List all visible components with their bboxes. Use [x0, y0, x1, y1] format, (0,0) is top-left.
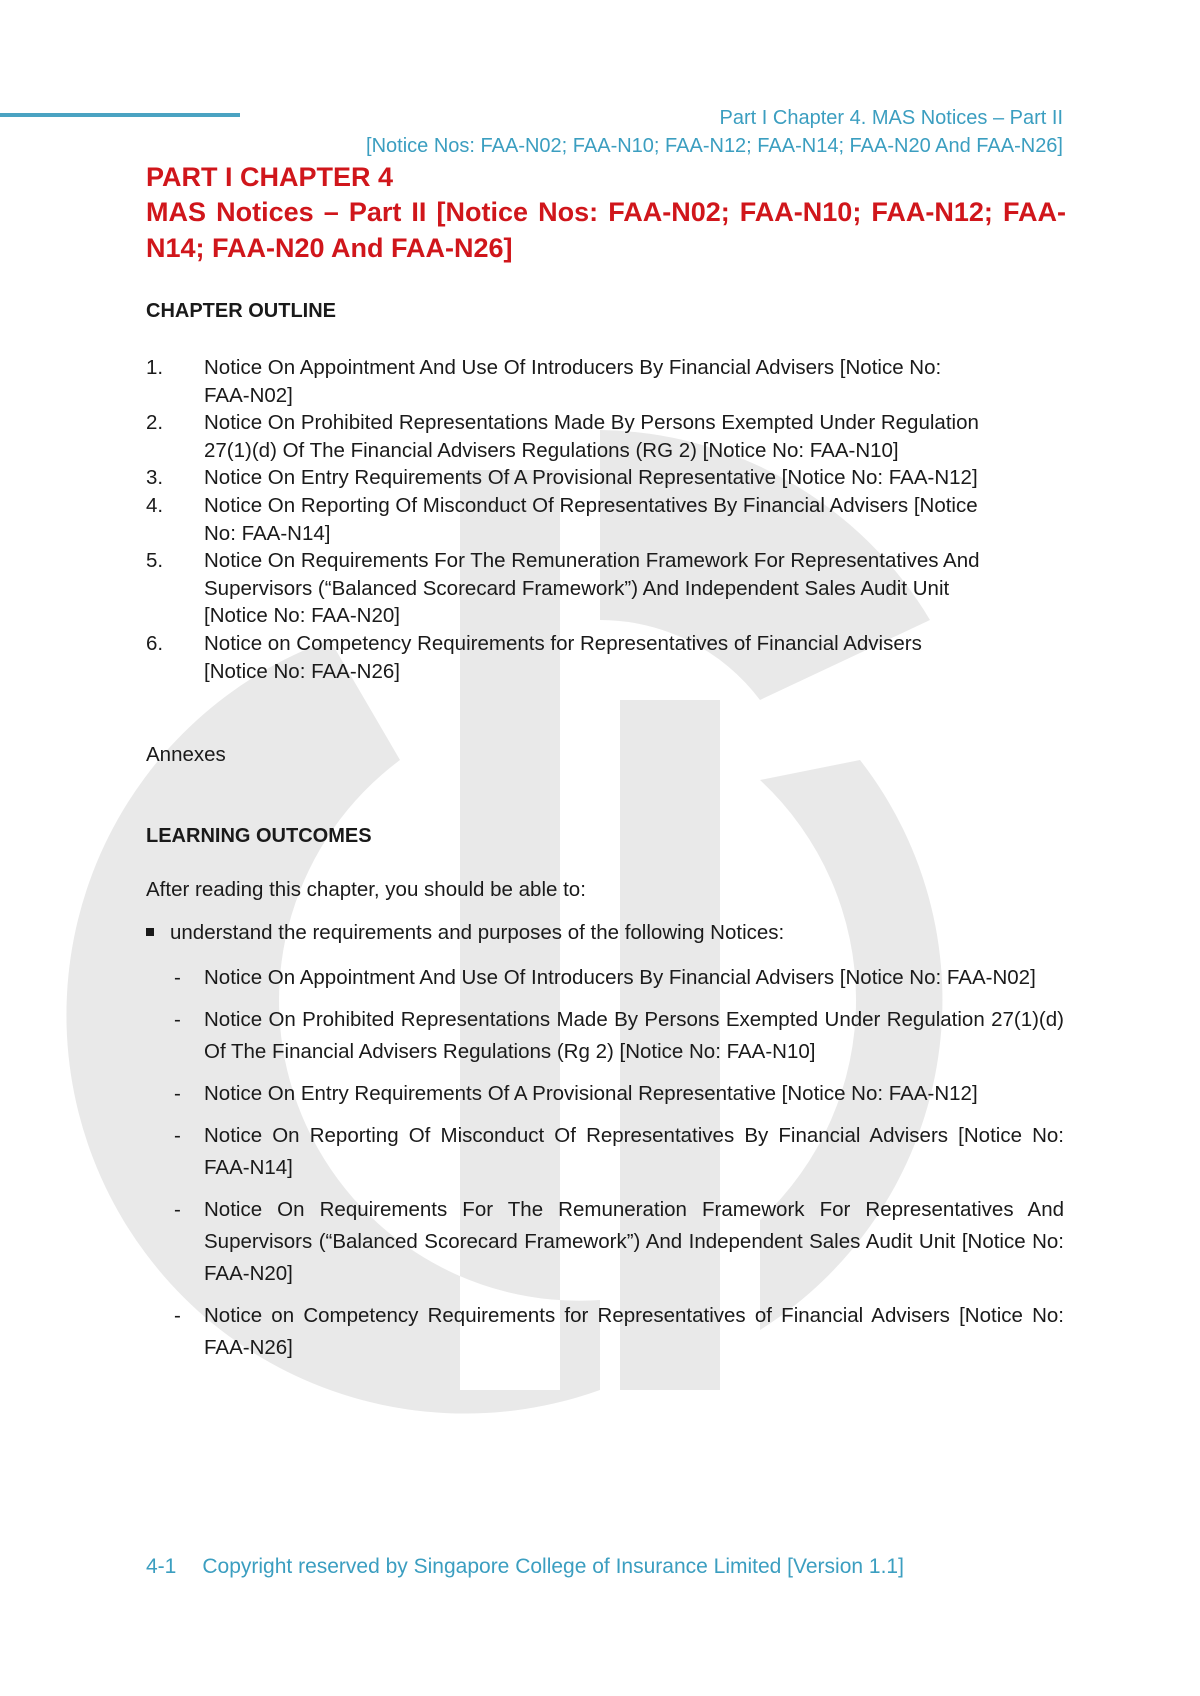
outline-item-number: 6.: [146, 631, 164, 655]
header-rule: [0, 113, 240, 117]
sublist-item: [174, 1120, 1064, 1184]
chapter-title-line2: MAS Notices – Part II [Notice Nos: FAA-N02; FAA-N10; FAA-N12; FAA-N14; FAA-N20 And FAA-N26]: [146, 197, 1066, 263]
running-header-line2: [Notice Nos: FAA-N02; FAA-N10; FAA-N12; FAA-N14; FAA-N20 And FAA-N26]: [366, 135, 1063, 157]
sublist-item: [174, 1300, 1064, 1364]
learning-outcomes-heading: LEARNING OUTCOMES: [146, 825, 372, 847]
learning-outcomes-intro: After reading this chapter, you should be able to:: [146, 878, 586, 901]
sublist-item-text: Notice on Competency Requirements for Representatives of Financial Advisers [Notice No: FAA-N26]: [204, 1304, 1064, 1359]
outline-item-number: 4.: [146, 493, 164, 517]
outline-item: [146, 409, 986, 464]
outline-item-number: 3.: [146, 466, 164, 490]
sublist-item-text: Notice On Requirements For The Remuneration Framework For Representatives And Supervisors (“Balanced Scorecard Framework”) And Independent Sales Audit Unit [Notice No: FAA-N20]: [204, 1198, 1064, 1285]
copyright-notice: Copyright reserved by Singapore College of Insurance Limited [Version 1.1]: [202, 1555, 904, 1578]
outline-item: [146, 492, 986, 547]
dash-bullet-icon: -: [174, 1304, 181, 1327]
square-bullet-icon: [146, 928, 154, 936]
outline-item: [146, 354, 986, 409]
sublist-item-text: Notice On Prohibited Representations Made By Persons Exempted Under Regulation 27(1)(d) Of The Financial Advisers Regulations (Rg 2) [Notice No: FAA-N10]: [204, 1008, 1064, 1063]
sublist-item-text: Notice On Reporting Of Misconduct Of Representatives By Financial Advisers [Notice No: FAA-N14]: [204, 1124, 1064, 1179]
outline-item-text: Notice On Appointment And Use Of Introducers By Financial Advisers [Notice No: FAA-N02]: [204, 356, 942, 407]
page-number: 4-1: [146, 1555, 177, 1578]
outline-item: [146, 547, 986, 630]
outline-item-text: Notice on Competency Requirements for Representatives of Financial Advisers [Notice No: FAA-N26]: [204, 631, 922, 683]
outline-item-number: 1.: [146, 356, 164, 379]
dash-bullet-icon: -: [174, 1124, 181, 1147]
chapter-title-line1: PART I CHAPTER 4: [146, 162, 394, 192]
chapter-outline-list: [146, 354, 986, 685]
outline-item-text: Notice On Prohibited Representations Made By Persons Exempted Under Regulation 27(1)(d) Of The Financial Advisers Regulations (RG 2) [Notice No: FAA-N10]: [204, 411, 979, 462]
sublist-item-text: Notice On Entry Requirements Of A Provisional Representative [Notice No: FAA-N12]: [204, 1082, 978, 1105]
annexes-label: Annexes: [146, 743, 226, 766]
outline-item-text: Notice On Requirements For The Remuneration Framework For Representatives And Supervisors (“Balanced Scorecard Framework”) And Independent Sales Audit Unit [Notice No: FAA-N20]: [204, 549, 980, 628]
outline-item: [146, 630, 986, 685]
chapter-title: [146, 160, 1066, 266]
bullet-text: understand the requirements and purposes of the following Notices:: [170, 921, 785, 944]
outline-item-text: Notice On Entry Requirements Of A Provisional Representative [Notice No: FAA-N12]: [204, 466, 978, 490]
running-header-line1: Part I Chapter 4. MAS Notices – Part II: [719, 107, 1063, 129]
running-header: [366, 104, 1063, 160]
sublist-item: [174, 1194, 1064, 1290]
outline-item-text: Notice On Reporting Of Misconduct Of Representatives By Financial Advisers [Notice No: FAA-N14]: [204, 493, 978, 545]
sublist-item: [174, 1078, 1064, 1110]
notices-sublist: [174, 962, 1064, 1374]
chapter-outline-heading: CHAPTER OUTLINE: [146, 300, 336, 322]
sublist-item: [174, 962, 1064, 994]
learning-outcomes-bullet: [146, 921, 784, 945]
sublist-item-text: Notice On Appointment And Use Of Introducers By Financial Advisers [Notice No: FAA-N02]: [204, 966, 1036, 989]
outline-item: [146, 464, 986, 492]
page-footer: [146, 1555, 904, 1579]
outline-item-number: 5.: [146, 549, 164, 573]
dash-bullet-icon: -: [174, 966, 181, 989]
dash-bullet-icon: -: [174, 1198, 181, 1221]
sublist-item: [174, 1004, 1064, 1068]
dash-bullet-icon: -: [174, 1008, 181, 1031]
dash-bullet-icon: -: [174, 1082, 181, 1105]
outline-item-number: 2.: [146, 411, 164, 435]
